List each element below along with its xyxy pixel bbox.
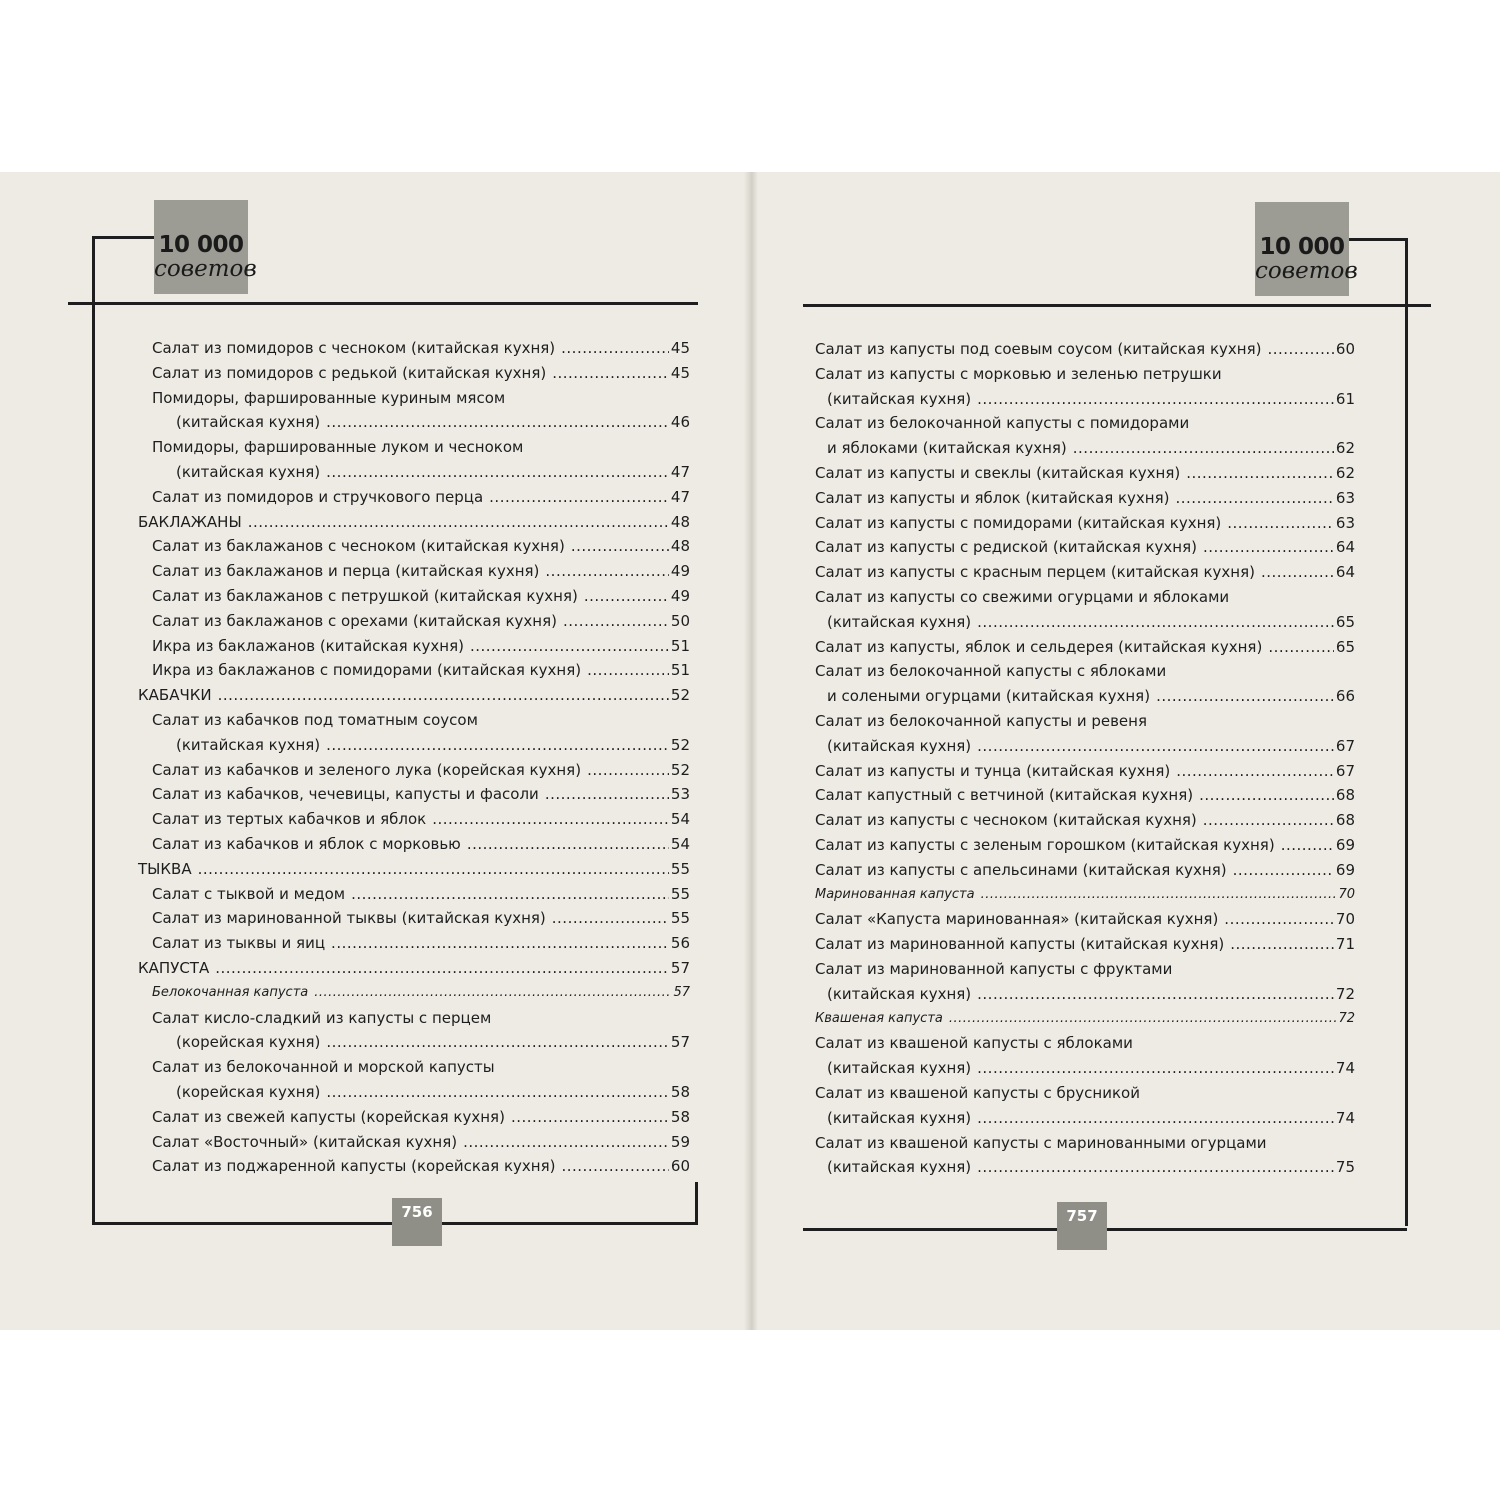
- toc-entry: [815, 684, 1355, 709]
- toc-entry: [138, 609, 690, 634]
- toc-entry-page: 72: [1335, 984, 1355, 1003]
- toc-entry-title: Салат из белокочанной капусты с помидорами: [815, 414, 1190, 433]
- toc-leader-dots: [489, 485, 669, 510]
- header-rule-top: [92, 236, 154, 239]
- toc-entry: [138, 534, 690, 559]
- toc-entry-title: Салат из капусты и свеклы (китайская кухня): [815, 463, 1181, 482]
- toc-entry-page: 72: [1338, 1010, 1355, 1026]
- toc-entry: [815, 362, 1355, 387]
- toc-leader-dots: [545, 559, 669, 584]
- toc-entry-page: 46: [670, 413, 690, 432]
- toc-entry: [138, 758, 690, 783]
- toc-entry-page: 69: [1335, 860, 1355, 879]
- toc-entry-title: Салат кисло-сладкий из капусты с перцем: [152, 1008, 492, 1027]
- toc-entry-page: 56: [670, 934, 690, 953]
- toc-leader-dots: [1199, 783, 1334, 808]
- toc-leader-dots: [561, 336, 669, 361]
- toc-entry-title: Икра из баклажанов (китайская кухня): [152, 636, 464, 655]
- toc-entry-title: Салат из баклажанов с орехами (китайская кухня): [152, 611, 557, 630]
- toc-leader-dots: [587, 758, 669, 783]
- toc-entry: [138, 832, 690, 857]
- toc-entry-page: 61: [1335, 389, 1355, 408]
- toc-leader-dots: [314, 981, 671, 1006]
- toc-entry-page: 47: [670, 487, 690, 506]
- toc-leader-dots: [511, 1105, 669, 1130]
- right-page: [751, 172, 1500, 1330]
- toc-entry-title: Салат из кабачков под томатным соусом: [152, 710, 478, 729]
- toc-entry: [815, 833, 1355, 858]
- toc-entry-title: Салат из капусты с помидорами (китайская кухня): [815, 513, 1222, 532]
- toc-entry: [815, 1131, 1355, 1156]
- toc-entry-title: Салат из капусты и яблок (китайская кухня): [815, 488, 1170, 507]
- toc-leader-dots: [1230, 932, 1334, 957]
- toc-entry: [138, 1006, 690, 1031]
- toc-entry-title: (китайская кухня): [827, 389, 972, 408]
- toc-leader-dots: [326, 1030, 669, 1055]
- toc-entry: [138, 1080, 690, 1105]
- toc-entry-title: (китайская кухня): [827, 984, 972, 1003]
- toc-entry-title: Салат из баклажанов и перца (китайская кухня): [152, 562, 540, 581]
- page-number: 756: [401, 1203, 433, 1221]
- toc-leader-dots: [584, 584, 669, 609]
- toc-entry: [138, 336, 690, 361]
- toc-entry-page: 75: [1335, 1158, 1355, 1177]
- toc-entry-title: Салат из помидоров и стручкового перца: [152, 487, 484, 506]
- header-rule-top: [1349, 238, 1407, 241]
- logo-right: [1255, 202, 1358, 296]
- toc-entry: [138, 1030, 690, 1055]
- toc-entry-title: Салат из помидоров с чесноком (китайская кухня): [152, 339, 556, 357]
- toc-entry: [815, 982, 1355, 1007]
- toc-entry-title: Помидоры, фаршированные луком и чесноком: [152, 438, 524, 457]
- toc-entry-page: 52: [670, 760, 690, 779]
- toc-entry-title: Салат из квашеной капусты с брусникой: [815, 1083, 1140, 1102]
- toc-entry-title: Салат из капусты с красным перцем (китайская кухня): [815, 563, 1255, 582]
- toc-entry: [138, 882, 690, 907]
- toc-leader-dots: [1176, 759, 1334, 784]
- toc-entry-title: Салат из помидоров с редькой (китайская кухня): [152, 363, 547, 382]
- toc-entry-title: Салат из капусты с апельсинами (китайская кухня): [815, 860, 1227, 879]
- toc-entry: [815, 436, 1355, 461]
- toc-leader-dots: [470, 634, 669, 659]
- toc-entry-page: 51: [670, 661, 690, 680]
- toc-entry: [138, 683, 690, 708]
- toc-entry-page: 55: [670, 909, 690, 928]
- toc-leader-dots: [1233, 858, 1334, 883]
- toc-entry-page: 57: [670, 958, 690, 977]
- toc-leader-dots: [981, 883, 1337, 908]
- toc-entry-page: 62: [1335, 439, 1355, 458]
- toc-entry-title: Салат из баклажанов с петрушкой (китайская кухня): [152, 586, 578, 605]
- toc-entry: [815, 659, 1355, 684]
- page-number-badge: [1057, 1202, 1107, 1250]
- toc-entry-title: Квашеная капуста: [815, 1010, 943, 1026]
- toc-leader-dots: [1261, 560, 1334, 585]
- toc-entry: [815, 1155, 1355, 1180]
- toc-entry-page: 57: [670, 1033, 690, 1052]
- header-rule: [803, 304, 1431, 307]
- toc-entry-title: и солеными огурцами (китайская кухня): [827, 687, 1151, 706]
- page-number: 757: [1066, 1207, 1098, 1225]
- toc-entry: [138, 708, 690, 733]
- toc-leader-dots: [561, 1154, 668, 1179]
- toc-entry-page: 68: [1335, 786, 1355, 805]
- toc-entry-title: Икра из баклажанов с помидорами (китайская кухня): [152, 661, 582, 680]
- toc-entry-title: Салат с тыквой и медом: [152, 884, 346, 903]
- toc-leader-dots: [463, 1130, 669, 1155]
- toc-entry-page: 47: [670, 462, 690, 481]
- toc-leader-dots: [331, 931, 669, 956]
- toc-entry: [815, 808, 1355, 833]
- toc-entry-page: 52: [670, 686, 690, 705]
- toc-entry: [815, 560, 1355, 585]
- toc-entry-title: Салат из квашеной капусты с маринованными огурцами: [815, 1133, 1267, 1152]
- toc-leader-dots: [1073, 436, 1334, 461]
- toc-entry-title: Салат из кабачков и яблок с морковью: [152, 834, 461, 853]
- toc-entry: [138, 1154, 690, 1179]
- toc-entry: [815, 461, 1355, 486]
- toc-leader-dots: [977, 734, 1334, 759]
- toc-entry-title: Белокочанная капуста: [152, 984, 309, 1000]
- toc-leader-dots: [587, 658, 669, 683]
- toc-leader-dots: [977, 982, 1334, 1007]
- logo-left: [154, 200, 257, 294]
- toc-leader-dots: [977, 610, 1334, 635]
- toc-entry: [138, 634, 690, 659]
- toc-entry-title: Помидоры, фаршированные куриным мясом: [152, 388, 506, 407]
- toc-entry-title: Салат из маринованной капусты с фруктами: [815, 959, 1173, 978]
- toc-entry: [815, 907, 1355, 932]
- toc-entry-title: Салат из капусты под соевым соусом (китайская кухня): [815, 340, 1262, 358]
- toc-entry-page: 51: [670, 636, 690, 655]
- toc-leader-dots: [552, 906, 669, 931]
- toc-entry-title: КАБАЧКИ: [138, 686, 212, 705]
- toc-leader-dots: [977, 1155, 1334, 1180]
- logo-number: 10 000: [158, 232, 244, 258]
- toc-entry: [138, 857, 690, 882]
- toc-entry-title: (китайская кухня): [827, 1158, 972, 1177]
- toc-leader-dots: [552, 361, 669, 386]
- toc-entry-title: КАПУСТА: [138, 958, 210, 977]
- toc-entry: [815, 610, 1355, 635]
- toc-entry-title: Салат «Капуста маринованная» (китайская кухня): [815, 910, 1219, 929]
- toc-entry-page: 55: [670, 859, 690, 878]
- toc-entry-page: 71: [1335, 935, 1355, 954]
- toc-entry-title: (китайская кухня): [176, 413, 321, 432]
- toc-entry: [138, 1055, 690, 1080]
- toc-leader-dots: [1203, 535, 1334, 560]
- toc-leader-dots: [977, 1056, 1334, 1081]
- logo-word: советов: [154, 256, 257, 282]
- toc-entry: [815, 858, 1355, 883]
- toc-entry: [815, 337, 1355, 362]
- logo-word: советов: [1255, 258, 1358, 284]
- toc-entry: [138, 733, 690, 758]
- left-page: [0, 172, 751, 1330]
- logo-number: 10 000: [1259, 234, 1345, 260]
- toc-leader-dots: [563, 609, 669, 634]
- toc-entry: [815, 783, 1355, 808]
- toc-entry-page: 50: [670, 611, 690, 630]
- toc-entry-title: и яблоками (китайская кухня): [827, 439, 1067, 458]
- toc-entry: [138, 410, 690, 435]
- book-spread: [0, 172, 1500, 1330]
- toc-leader-dots: [215, 956, 669, 981]
- toc-entry-title: Салат из тыквы и яиц: [152, 934, 326, 953]
- toc-leader-dots: [432, 807, 669, 832]
- toc-entry-page: 74: [1335, 1108, 1355, 1127]
- toc-leader-dots: [1176, 486, 1334, 511]
- toc-leader-dots: [326, 410, 669, 435]
- toc-entry-page: 60: [1335, 340, 1355, 358]
- header-rule: [68, 302, 698, 305]
- toc-entry: [138, 931, 690, 956]
- toc-entry: [138, 1105, 690, 1130]
- toc-entry: [815, 1056, 1355, 1081]
- toc-entry-title: Салат из кабачков, чечевицы, капусты и фасоли: [152, 785, 539, 804]
- toc-entry-page: 45: [670, 339, 690, 357]
- toc-entry: [815, 932, 1355, 957]
- toc-entry-page: 53: [670, 785, 690, 804]
- toc-entry-title: Салат из капусты и тунца (китайская кухня): [815, 761, 1171, 780]
- toc-entry-title: Салат из поджаренной капусты (корейская кухня): [152, 1157, 556, 1176]
- toc-entry-page: 45: [670, 363, 690, 382]
- toc-entry-page: 62: [1335, 463, 1355, 482]
- toc-entry: [815, 1007, 1355, 1032]
- footer-rule-vertical: [695, 1182, 698, 1225]
- toc-entry-page: 70: [1335, 910, 1355, 929]
- toc-leader-dots: [949, 1007, 1337, 1032]
- toc-leader-dots: [571, 534, 669, 559]
- toc-entry: [815, 387, 1355, 412]
- toc-entry-page: 54: [670, 834, 690, 853]
- toc-entry-title: Салат из капусты с морковью и зеленью петрушки: [815, 364, 1222, 383]
- toc-entry: [815, 759, 1355, 784]
- toc-entry-title: Салат из капусты с чесноком (китайская кухня): [815, 811, 1197, 830]
- header-rule-vertical: [1405, 238, 1408, 1226]
- toc-entry: [815, 709, 1355, 734]
- toc-leader-dots: [198, 857, 669, 882]
- toc-entry: [138, 584, 690, 609]
- toc-entry-title: Салат из капусты, яблок и сельдерея (китайская кухня): [815, 637, 1263, 656]
- toc-entry-page: 57: [673, 984, 690, 1000]
- toc-entry: [138, 807, 690, 832]
- toc-entry-page: 49: [670, 562, 690, 581]
- toc-entry: [138, 981, 690, 1006]
- toc-entry: [815, 585, 1355, 610]
- toc-entry: [815, 535, 1355, 560]
- toc-entry-title: Салат из капусты с зеленым горошком (китайская кухня): [815, 835, 1275, 854]
- toc-entry-page: 55: [670, 884, 690, 903]
- toc-entry-page: 63: [1335, 513, 1355, 532]
- toc-entry-page: 68: [1335, 811, 1355, 830]
- book-gutter: [744, 172, 758, 1330]
- table-of-contents-right: [815, 337, 1355, 1180]
- toc-entry-title: Салат из белокочанной и морской капусты: [152, 1058, 495, 1077]
- toc-entry-title: Салат из капусты со свежими огурцами и яблоками: [815, 587, 1230, 606]
- toc-leader-dots: [977, 387, 1334, 412]
- toc-entry-page: 65: [1335, 612, 1355, 631]
- toc-leader-dots: [326, 460, 669, 485]
- toc-entry-title: Салат из белокочанной капусты с яблоками: [815, 662, 1167, 681]
- toc-entry-page: 70: [1338, 886, 1355, 902]
- toc-entry: [138, 485, 690, 510]
- toc-entry-title: Маринованная капуста: [815, 886, 975, 902]
- toc-entry: [815, 883, 1355, 908]
- toc-entry: [815, 957, 1355, 982]
- toc-entry-title: (корейская кухня): [176, 1082, 321, 1101]
- toc-entry-title: Салат из тертых кабачков и яблок: [152, 810, 427, 829]
- toc-entry: [815, 1106, 1355, 1131]
- toc-entry-page: 65: [1335, 637, 1355, 656]
- toc-entry-page: 52: [670, 735, 690, 754]
- toc-entry: [138, 361, 690, 386]
- toc-entry-title: (китайская кухня): [176, 735, 321, 754]
- toc-leader-dots: [1186, 461, 1334, 486]
- toc-entry-page: 63: [1335, 488, 1355, 507]
- toc-entry-page: 59: [670, 1132, 690, 1151]
- toc-entry-title: (корейская кухня): [176, 1033, 321, 1052]
- toc-entry-title: (китайская кухня): [827, 1059, 972, 1078]
- toc-entry-page: 58: [670, 1107, 690, 1126]
- toc-entry: [815, 1031, 1355, 1056]
- toc-leader-dots: [1203, 808, 1334, 833]
- toc-leader-dots: [1267, 337, 1333, 362]
- toc-entry: [138, 460, 690, 485]
- toc-entry-title: Салат из баклажанов с чесноком (китайская кухня): [152, 537, 565, 556]
- toc-leader-dots: [326, 1080, 669, 1105]
- toc-entry-title: Салат из маринованной капусты (китайская кухня): [815, 935, 1225, 954]
- toc-leader-dots: [1227, 511, 1334, 536]
- toc-entry-page: 54: [670, 810, 690, 829]
- toc-entry: [138, 956, 690, 981]
- toc-entry-page: 58: [670, 1082, 690, 1101]
- toc-entry: [138, 510, 690, 535]
- toc-entry: [138, 906, 690, 931]
- toc-entry-page: 67: [1335, 761, 1355, 780]
- toc-entry-page: 66: [1335, 687, 1355, 706]
- toc-leader-dots: [218, 683, 669, 708]
- toc-leader-dots: [1281, 833, 1334, 858]
- toc-entry-title: Салат из маринованной тыквы (китайская кухня): [152, 909, 546, 928]
- toc-entry-title: (китайская кухня): [827, 1108, 972, 1127]
- toc-leader-dots: [248, 510, 669, 535]
- toc-entry-page: 64: [1335, 538, 1355, 557]
- toc-entry-title: Салат из капусты с редиской (китайская кухня): [815, 538, 1197, 557]
- page-number-badge: [392, 1198, 442, 1246]
- toc-entry-title: Салат «Восточный» (китайская кухня): [152, 1132, 458, 1151]
- toc-entry-title: Салат из квашеной капусты с яблоками: [815, 1034, 1133, 1053]
- toc-entry-title: (китайская кухня): [827, 612, 972, 631]
- toc-leader-dots: [977, 1106, 1334, 1131]
- toc-entry-page: 48: [670, 537, 690, 556]
- toc-entry-title: БАКЛАЖАНЫ: [138, 512, 242, 531]
- toc-entry: [138, 559, 690, 584]
- toc-entry: [815, 734, 1355, 759]
- toc-leader-dots: [1224, 907, 1334, 932]
- toc-entry: [138, 782, 690, 807]
- toc-entry: [138, 1130, 690, 1155]
- toc-leader-dots: [326, 733, 669, 758]
- toc-leader-dots: [545, 782, 669, 807]
- toc-entry-title: Салат из белокочанной капусты и ревеня: [815, 711, 1147, 730]
- toc-leader-dots: [1268, 635, 1334, 660]
- toc-entry: [815, 1081, 1355, 1106]
- toc-entry: [815, 486, 1355, 511]
- toc-entry-title: ТЫКВА: [138, 859, 192, 878]
- toc-entry: [815, 511, 1355, 536]
- toc-leader-dots: [1156, 684, 1334, 709]
- toc-entry-title: (китайская кухня): [827, 736, 972, 755]
- toc-entry-page: 64: [1335, 563, 1355, 582]
- toc-entry-page: 60: [670, 1157, 690, 1176]
- header-rule-vertical: [92, 236, 95, 1222]
- toc-leader-dots: [467, 832, 669, 857]
- toc-leader-dots: [351, 882, 669, 907]
- toc-entry-page: 69: [1335, 835, 1355, 854]
- toc-entry-page: 67: [1335, 736, 1355, 755]
- toc-entry: [138, 658, 690, 683]
- toc-entry: [138, 435, 690, 460]
- toc-entry-page: 74: [1335, 1059, 1355, 1078]
- toc-entry: [138, 386, 690, 411]
- toc-entry-title: Салат из свежей капусты (корейская кухня): [152, 1107, 505, 1126]
- toc-entry-title: Салат капустный с ветчиной (китайская кухня): [815, 786, 1194, 805]
- table-of-contents-left: [138, 336, 690, 1179]
- toc-entry: [815, 635, 1355, 660]
- toc-entry: [815, 411, 1355, 436]
- toc-entry-title: (китайская кухня): [176, 462, 321, 481]
- toc-entry-title: Салат из кабачков и зеленого лука (корейская кухня): [152, 760, 582, 779]
- toc-entry-page: 48: [670, 512, 690, 531]
- toc-entry-page: 49: [670, 586, 690, 605]
